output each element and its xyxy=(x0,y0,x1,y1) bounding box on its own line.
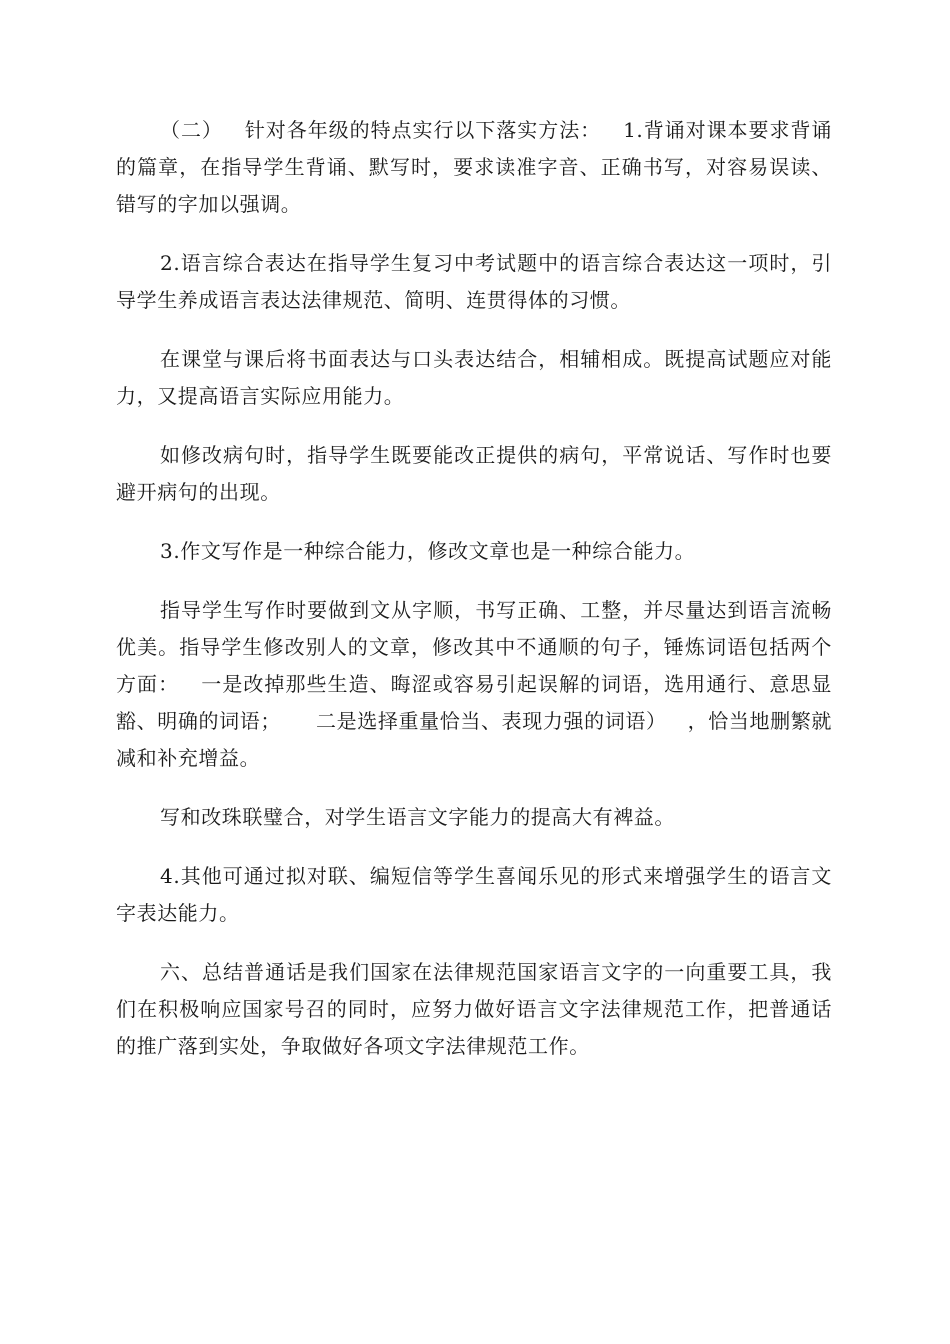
paragraph-composition: 3.作文写作是一种综合能力，修改文章也是一种综合能力。 xyxy=(160,539,696,563)
paragraph-methods-intro: （二） 针对各年级的特点实行以下落实方法： 1.背诵对课本要求背诵的篇章，在指导学生背诵、默写时，要求读准字音、正确书写，对容易误读、错写的字加以强调。 xyxy=(116,118,832,216)
paragraph-sentence-correction: 如修改病句时，指导学生既要能改正提供的病句，平常说话、写作时也要避开病句的出现。 xyxy=(116,443,832,504)
paragraph-summary: 六、总结普通话是我们国家在法律规范国家语言文字的一向重要工具，我们在积极响应国家号召的同时，应努力做好语言文字法律规范工作，把普通话的推广落到实处，争取做好各项文字法律规范工作。 xyxy=(116,960,832,1058)
paragraph-other-methods: 4.其他可通过拟对联、编短信等学生喜闻乐见的形式来增强学生的语言文字表达能力。 xyxy=(116,864,832,925)
paragraph-writing-revision: 写和改珠联璧合，对学生语言文字能力的提高大有裨益。 xyxy=(160,805,675,829)
paragraph-classroom-practice: 在课堂与课后将书面表达与口头表达结合，相辅相成。既提高试题应对能力，又提高语言实际应用能力。 xyxy=(116,347,832,408)
paragraph-writing-guidance: 指导学生写作时要做到文从字顺，书写正确、工整，并尽量达到语言流畅优美。指导学生修改别人的文章，修改其中不通顺的句子，锤炼词语包括两个方面： 一是改掉那些生造、晦涩或容易引起误解的词语，选用通行、意思显豁、明确的词语； 二是选择重量恰当、表现力强的词语） ，恰当地删繁就减和补充增益。 xyxy=(116,598,832,770)
paragraph-language-expression: 2.语言综合表达在指导学生复习中考试题中的语言综合表达这一项时，引导学生养成语言表达法律规范、简明、连贯得体的习惯。 xyxy=(116,251,832,312)
document-body xyxy=(116,112,832,1087)
